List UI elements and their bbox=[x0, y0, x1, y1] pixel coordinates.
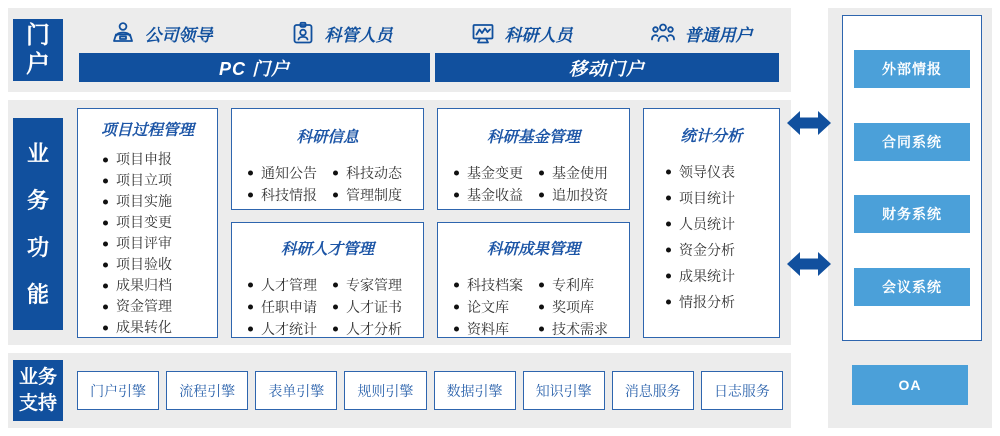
module-columns bbox=[438, 162, 629, 206]
portal-section-label: 门户 bbox=[13, 19, 63, 81]
module-item: 基金变更 bbox=[454, 162, 523, 184]
service-message: 消息服务 bbox=[612, 371, 694, 410]
engine-row bbox=[77, 371, 783, 410]
module-item-list bbox=[333, 162, 402, 206]
leader-icon bbox=[110, 20, 136, 46]
module-research-info bbox=[231, 108, 424, 210]
engine-rule: 规则引擎 bbox=[344, 371, 426, 410]
module-item: 通知公告 bbox=[248, 162, 317, 184]
support-section-label: 业务支持 bbox=[13, 360, 63, 421]
module-item: 项目评审 bbox=[103, 233, 217, 254]
module-item: 成果转化 bbox=[103, 317, 217, 338]
monitor-icon bbox=[470, 20, 496, 46]
external-system-meeting: 会议系统 bbox=[854, 268, 970, 306]
module-item: 追加投资 bbox=[539, 184, 608, 206]
module-title: 科研成果管理 bbox=[486, 241, 580, 258]
module-statistics-analysis bbox=[643, 108, 780, 338]
module-talent-management bbox=[231, 222, 424, 338]
business-modules-grid bbox=[77, 108, 783, 338]
pc-portal-bar: PC 门户 bbox=[79, 53, 430, 82]
module-item-list bbox=[103, 149, 217, 338]
engine-knowledge: 知识引擎 bbox=[523, 371, 605, 410]
module-achievement-management bbox=[437, 222, 630, 338]
module-title: 科研基金管理 bbox=[486, 129, 580, 146]
user-label: 科管人员 bbox=[324, 25, 393, 45]
module-item: 奖项库 bbox=[539, 296, 608, 318]
engine-form: 表单引擎 bbox=[255, 371, 337, 410]
engine-workflow: 流程引擎 bbox=[166, 371, 248, 410]
portal-users-row bbox=[71, 15, 791, 51]
module-item: 任职申请 bbox=[248, 296, 317, 318]
module-columns bbox=[232, 162, 423, 206]
business-section-label: 业务功能 bbox=[13, 118, 63, 330]
module-columns bbox=[232, 274, 423, 338]
module-item: 项目验收 bbox=[103, 254, 217, 275]
module-item-list bbox=[248, 162, 317, 206]
module-item: 资料库 bbox=[454, 318, 523, 338]
module-title: 科研人才管理 bbox=[280, 241, 374, 258]
module-item: 人才证书 bbox=[333, 296, 402, 318]
business-section bbox=[8, 100, 791, 345]
module-item: 基金收益 bbox=[454, 184, 523, 206]
module-columns bbox=[438, 274, 629, 338]
module-item: 人才管理 bbox=[248, 274, 317, 296]
user-sci-manager bbox=[251, 15, 431, 51]
external-system-contract: 合同系统 bbox=[854, 123, 970, 161]
module-item-list bbox=[454, 162, 523, 206]
service-log: 日志服务 bbox=[701, 371, 783, 410]
double-arrow-icon bbox=[786, 106, 832, 140]
module-item: 人员统计 bbox=[666, 211, 779, 237]
module-item: 专家管理 bbox=[333, 274, 402, 296]
user-label: 普通用户 bbox=[684, 25, 753, 45]
module-project-process bbox=[77, 108, 218, 338]
module-title: 项目过程管理 bbox=[100, 122, 194, 139]
mobile-portal-bar: 移动门户 bbox=[435, 53, 779, 82]
module-item: 成果统计 bbox=[666, 263, 779, 289]
module-item: 科技情报 bbox=[248, 184, 317, 206]
module-item-list bbox=[248, 274, 317, 338]
module-item: 人才分析 bbox=[333, 318, 402, 338]
module-item-list bbox=[539, 162, 608, 206]
badge-icon bbox=[290, 20, 316, 46]
portal-section bbox=[8, 8, 791, 92]
user-label: 科研人员 bbox=[504, 25, 573, 45]
user-ordinary bbox=[611, 15, 791, 51]
module-item: 科技档案 bbox=[454, 274, 523, 296]
module-item: 项目申报 bbox=[103, 149, 217, 170]
module-item: 基金使用 bbox=[539, 162, 608, 184]
module-item-list bbox=[539, 274, 608, 338]
module-item: 项目立项 bbox=[103, 170, 217, 191]
module-item: 资金管理 bbox=[103, 296, 217, 317]
module-item: 项目变更 bbox=[103, 212, 217, 233]
module-item-list bbox=[333, 274, 402, 338]
module-item: 管理制度 bbox=[333, 184, 402, 206]
external-systems-box bbox=[842, 15, 982, 341]
module-item-list bbox=[454, 274, 523, 338]
external-system-oa: OA bbox=[852, 365, 968, 405]
module-item-list bbox=[666, 159, 779, 315]
module-item: 领导仪表 bbox=[666, 159, 779, 185]
module-title: 科研信息 bbox=[296, 129, 359, 146]
engine-portal: 门户引擎 bbox=[77, 371, 159, 410]
module-item: 论文库 bbox=[454, 296, 523, 318]
module-item: 科技动态 bbox=[333, 162, 402, 184]
module-fund-management bbox=[437, 108, 630, 210]
support-section bbox=[8, 353, 791, 428]
external-system-intel: 外部情报 bbox=[854, 50, 970, 88]
user-company-leader bbox=[71, 15, 251, 51]
module-item: 人才统计 bbox=[248, 318, 317, 338]
module-item: 资金分析 bbox=[666, 237, 779, 263]
module-item: 技术需求 bbox=[539, 318, 608, 338]
user-label: 公司领导 bbox=[144, 25, 213, 45]
module-item: 项目统计 bbox=[666, 185, 779, 211]
module-item: 情报分析 bbox=[666, 289, 779, 315]
module-title: 统计分析 bbox=[680, 128, 743, 145]
module-item: 项目实施 bbox=[103, 191, 217, 212]
external-system-finance: 财务系统 bbox=[854, 195, 970, 233]
double-arrow-icon bbox=[786, 247, 832, 281]
engine-data: 数据引擎 bbox=[434, 371, 516, 410]
group-icon bbox=[650, 20, 676, 46]
module-item: 成果归档 bbox=[103, 275, 217, 296]
module-item: 专利库 bbox=[539, 274, 608, 296]
external-systems-panel bbox=[828, 8, 992, 428]
user-researcher bbox=[431, 15, 611, 51]
